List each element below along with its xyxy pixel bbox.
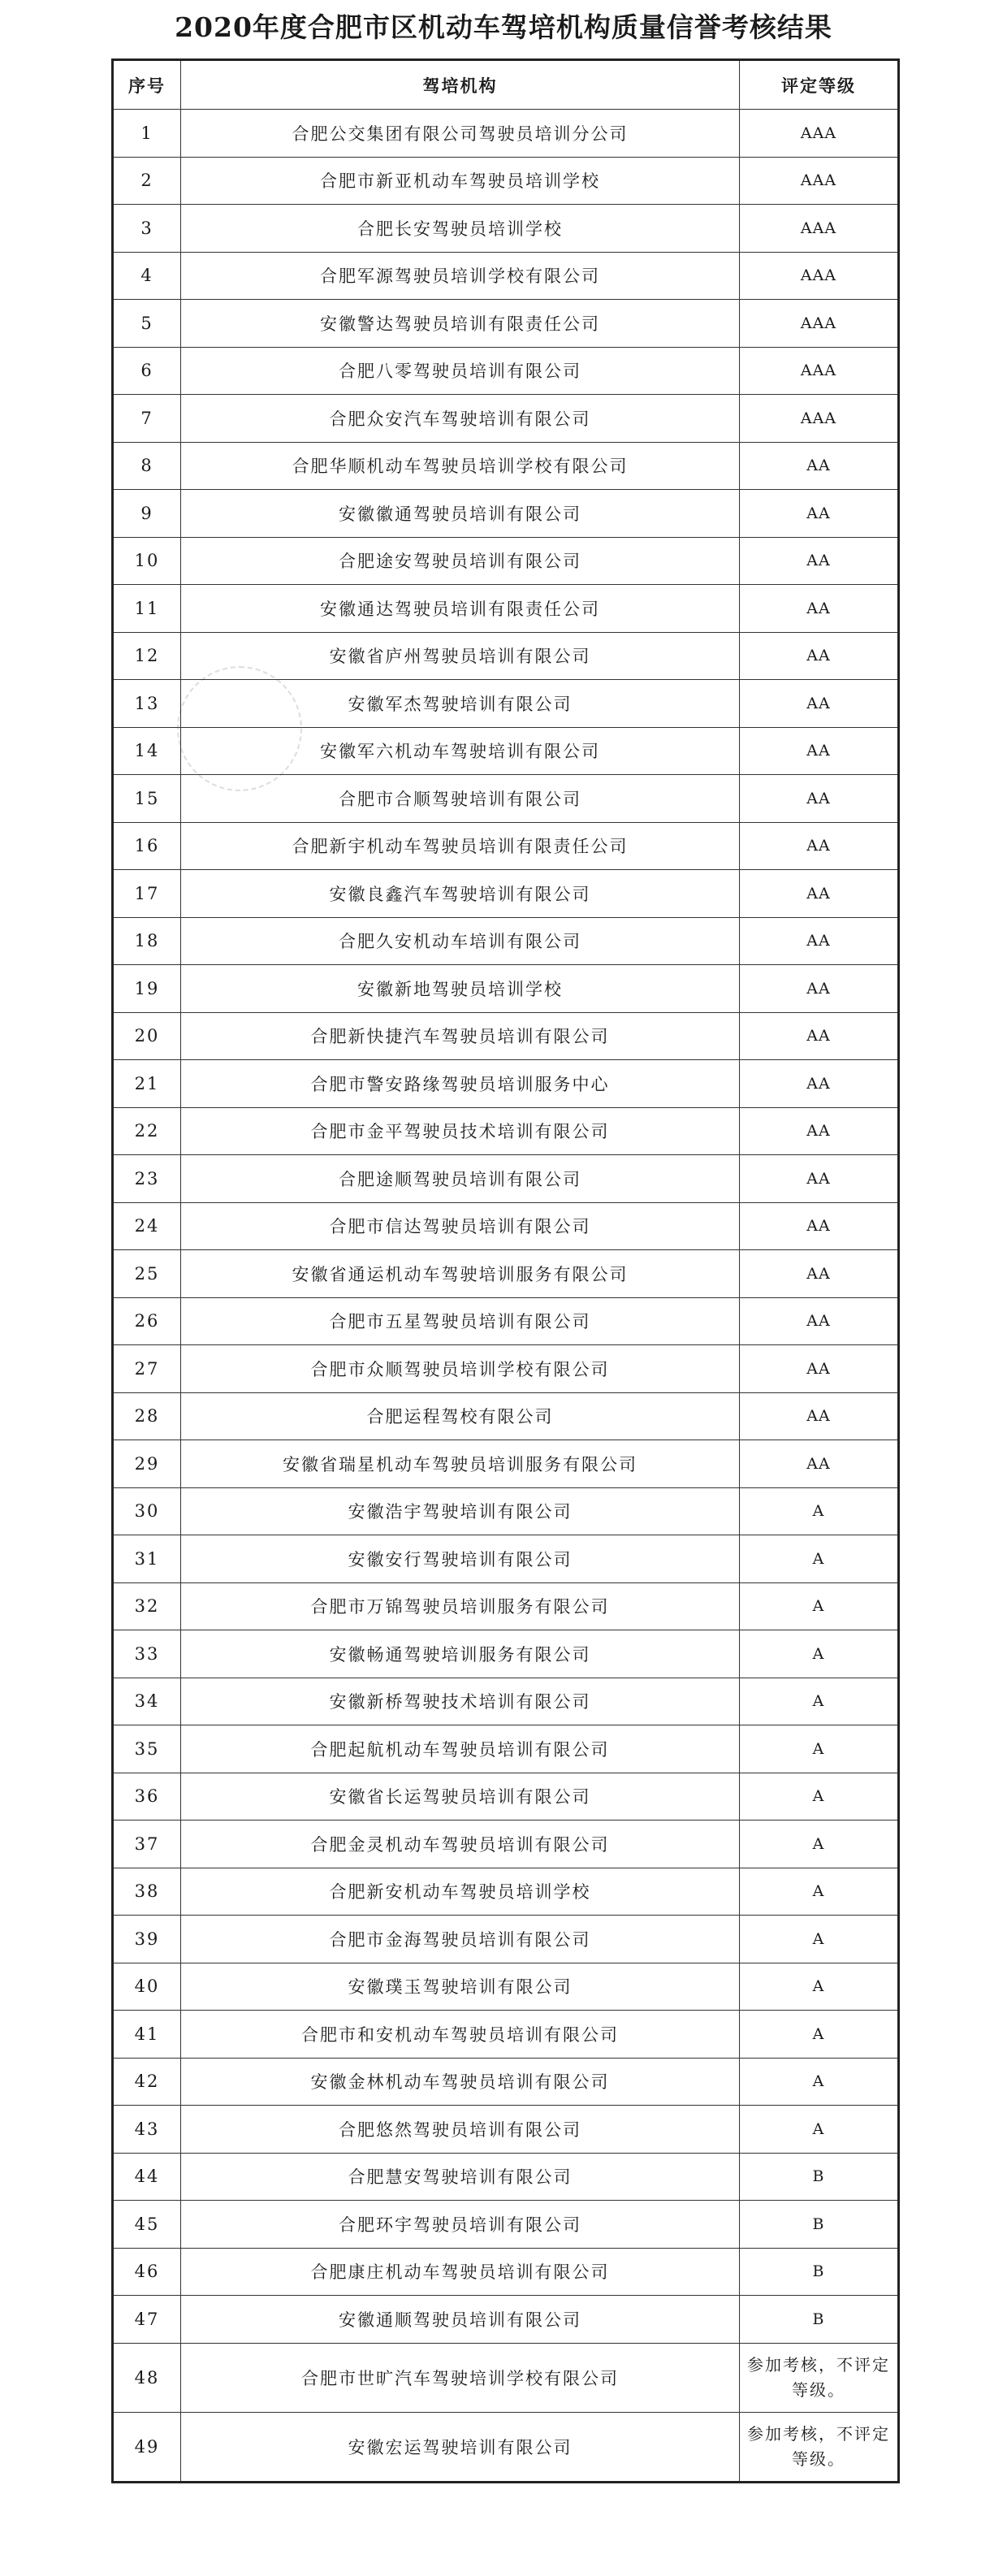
row-grade: AA bbox=[740, 775, 899, 823]
row-institution-name: 合肥市合顺驾驶培训有限公司 bbox=[181, 775, 740, 823]
row-institution-name: 合肥市金海驾驶员培训有限公司 bbox=[181, 1916, 740, 1963]
table-row bbox=[113, 2153, 899, 2201]
row-institution-name: 合肥市信达驾驶员培训有限公司 bbox=[181, 1202, 740, 1250]
table-row bbox=[113, 2343, 899, 2412]
row-institution-name: 合肥市和安机动车驾驶员培训有限公司 bbox=[181, 2011, 740, 2059]
row-seq: 4 bbox=[113, 252, 181, 300]
row-institution-name: 合肥华顺机动车驾驶员培训学校有限公司 bbox=[181, 442, 740, 490]
row-seq: 36 bbox=[113, 1773, 181, 1821]
row-institution-name: 安徽军杰驾驶培训有限公司 bbox=[181, 680, 740, 728]
row-seq: 13 bbox=[113, 680, 181, 728]
table-row bbox=[113, 727, 899, 775]
row-seq: 42 bbox=[113, 2058, 181, 2106]
row-seq: 1 bbox=[113, 110, 181, 158]
table-row bbox=[113, 1107, 899, 1155]
row-seq: 21 bbox=[113, 1060, 181, 1108]
row-seq: 25 bbox=[113, 1250, 181, 1298]
row-grade: AA bbox=[740, 1202, 899, 1250]
table-row bbox=[113, 1582, 899, 1630]
table-row bbox=[113, 917, 899, 965]
page-title: 2020年度合肥市区机动车驾培机构质量信誉考核结果 bbox=[175, 11, 832, 43]
row-grade: A bbox=[740, 2106, 899, 2154]
row-seq: 10 bbox=[113, 537, 181, 585]
row-grade: AA bbox=[740, 1060, 899, 1108]
table-row bbox=[113, 680, 899, 728]
row-seq: 18 bbox=[113, 917, 181, 965]
row-institution-name: 合肥军源驾驶员培训学校有限公司 bbox=[181, 252, 740, 300]
row-grade: A bbox=[740, 2058, 899, 2106]
table-row bbox=[113, 395, 899, 443]
table-row bbox=[113, 1345, 899, 1393]
row-seq: 9 bbox=[113, 490, 181, 538]
table-row bbox=[113, 1535, 899, 1583]
row-seq: 31 bbox=[113, 1535, 181, 1583]
row-institution-name: 合肥悠然驾驶员培训有限公司 bbox=[181, 2106, 740, 2154]
row-grade: AAA bbox=[740, 110, 899, 158]
row-institution-name: 合肥市警安路缘驾驶员培训服务中心 bbox=[181, 1060, 740, 1108]
row-institution-name: 合肥市新亚机动车驾驶员培训学校 bbox=[181, 157, 740, 205]
row-grade: A bbox=[740, 1821, 899, 1868]
row-grade: AA bbox=[740, 680, 899, 728]
table-row bbox=[113, 1678, 899, 1725]
row-seq: 20 bbox=[113, 1012, 181, 1060]
row-seq: 6 bbox=[113, 347, 181, 395]
row-institution-name: 合肥康庄机动车驾驶员培训有限公司 bbox=[181, 2248, 740, 2296]
table-row bbox=[113, 252, 899, 300]
row-seq: 35 bbox=[113, 1725, 181, 1773]
row-seq: 5 bbox=[113, 300, 181, 348]
row-institution-name: 合肥新快捷汽车驾驶员培训有限公司 bbox=[181, 1012, 740, 1060]
table-row bbox=[113, 1392, 899, 1440]
row-grade: 参加考核，不评定等级。 bbox=[740, 2412, 899, 2482]
table-row bbox=[113, 537, 899, 585]
row-grade: AA bbox=[740, 1297, 899, 1345]
row-grade: AAA bbox=[740, 157, 899, 205]
row-institution-name: 安徽璞玉驾驶培训有限公司 bbox=[181, 1963, 740, 2011]
table-header bbox=[113, 60, 899, 110]
row-institution-name: 合肥市金平驾驶员技术培训有限公司 bbox=[181, 1107, 740, 1155]
table-row bbox=[113, 965, 899, 1013]
table-row bbox=[113, 110, 899, 158]
row-seq: 26 bbox=[113, 1297, 181, 1345]
table-row bbox=[113, 822, 899, 870]
table-row bbox=[113, 2011, 899, 2059]
row-seq: 48 bbox=[113, 2343, 181, 2412]
row-seq: 33 bbox=[113, 1630, 181, 1678]
row-grade: AA bbox=[740, 490, 899, 538]
row-seq: 24 bbox=[113, 1202, 181, 1250]
header-row bbox=[113, 60, 899, 110]
table-row bbox=[113, 2248, 899, 2296]
table-row bbox=[113, 585, 899, 633]
row-seq: 19 bbox=[113, 965, 181, 1013]
row-grade: AA bbox=[740, 822, 899, 870]
row-grade: AA bbox=[740, 1155, 899, 1203]
row-grade: AA bbox=[740, 917, 899, 965]
row-grade: A bbox=[740, 1916, 899, 1963]
row-institution-name: 合肥途顺驾驶员培训有限公司 bbox=[181, 1155, 740, 1203]
row-institution-name: 安徽徽通驾驶员培训有限公司 bbox=[181, 490, 740, 538]
row-grade: AA bbox=[740, 965, 899, 1013]
row-grade: A bbox=[740, 1535, 899, 1583]
row-seq: 45 bbox=[113, 2201, 181, 2249]
row-seq: 47 bbox=[113, 2296, 181, 2344]
row-institution-name: 安徽通顺驾驶员培训有限公司 bbox=[181, 2296, 740, 2344]
row-seq: 43 bbox=[113, 2106, 181, 2154]
table-row bbox=[113, 1773, 899, 1821]
row-seq: 15 bbox=[113, 775, 181, 823]
row-grade: AA bbox=[740, 1250, 899, 1298]
row-grade: AA bbox=[740, 870, 899, 918]
row-seq: 28 bbox=[113, 1392, 181, 1440]
table-row bbox=[113, 2201, 899, 2249]
row-institution-name: 合肥众安汽车驾驶培训有限公司 bbox=[181, 395, 740, 443]
row-grade: AA bbox=[740, 585, 899, 633]
row-institution-name: 安徽良鑫汽车驾驶培训有限公司 bbox=[181, 870, 740, 918]
table-body bbox=[113, 110, 899, 2483]
row-institution-name: 安徽安行驾驶培训有限公司 bbox=[181, 1535, 740, 1583]
row-institution-name: 合肥八零驾驶员培训有限公司 bbox=[181, 347, 740, 395]
row-seq: 22 bbox=[113, 1107, 181, 1155]
table-row bbox=[113, 1250, 899, 1298]
row-seq: 38 bbox=[113, 1868, 181, 1916]
row-grade: B bbox=[740, 2153, 899, 2201]
row-institution-name: 安徽警达驾驶员培训有限责任公司 bbox=[181, 300, 740, 348]
row-grade: A bbox=[740, 1487, 899, 1535]
row-institution-name: 安徽金林机动车驾驶员培训有限公司 bbox=[181, 2058, 740, 2106]
row-grade: A bbox=[740, 1725, 899, 1773]
row-grade: AAA bbox=[740, 205, 899, 253]
row-institution-name: 合肥市万锦驾驶员培训服务有限公司 bbox=[181, 1582, 740, 1630]
row-grade: AA bbox=[740, 727, 899, 775]
table-row bbox=[113, 1725, 899, 1773]
table-row bbox=[113, 632, 899, 680]
row-seq: 2 bbox=[113, 157, 181, 205]
row-seq: 3 bbox=[113, 205, 181, 253]
row-seq: 14 bbox=[113, 727, 181, 775]
table-row bbox=[113, 1487, 899, 1535]
row-institution-name: 安徽军六机动车驾驶培训有限公司 bbox=[181, 727, 740, 775]
header-seq: 序号 bbox=[113, 60, 181, 110]
row-institution-name: 安徽省瑞星机动车驾驶员培训服务有限公司 bbox=[181, 1440, 740, 1488]
row-institution-name: 合肥新宇机动车驾驶员培训有限责任公司 bbox=[181, 822, 740, 870]
row-seq: 34 bbox=[113, 1678, 181, 1725]
table-row bbox=[113, 870, 899, 918]
row-institution-name: 安徽通达驾驶员培训有限责任公司 bbox=[181, 585, 740, 633]
row-institution-name: 合肥久安机动车培训有限公司 bbox=[181, 917, 740, 965]
table-row bbox=[113, 775, 899, 823]
row-grade: AA bbox=[740, 1440, 899, 1488]
row-seq: 29 bbox=[113, 1440, 181, 1488]
row-seq: 11 bbox=[113, 585, 181, 633]
table-row bbox=[113, 1630, 899, 1678]
row-grade: A bbox=[740, 1773, 899, 1821]
row-grade: AA bbox=[740, 442, 899, 490]
table-row bbox=[113, 2106, 899, 2154]
row-seq: 12 bbox=[113, 632, 181, 680]
row-institution-name: 安徽省长运驾驶员培训有限公司 bbox=[181, 1773, 740, 1821]
row-institution-name: 合肥慧安驾驶培训有限公司 bbox=[181, 2153, 740, 2201]
table-row bbox=[113, 2296, 899, 2344]
row-grade: A bbox=[740, 1582, 899, 1630]
row-seq: 27 bbox=[113, 1345, 181, 1393]
table-row bbox=[113, 2412, 899, 2482]
row-seq: 44 bbox=[113, 2153, 181, 2201]
table-row bbox=[113, 347, 899, 395]
row-seq: 46 bbox=[113, 2248, 181, 2296]
row-institution-name: 合肥市世旷汽车驾驶培训学校有限公司 bbox=[181, 2343, 740, 2412]
table-row bbox=[113, 1868, 899, 1916]
row-seq: 49 bbox=[113, 2412, 181, 2482]
table-row bbox=[113, 1297, 899, 1345]
row-grade: A bbox=[740, 1963, 899, 2011]
row-grade: AA bbox=[740, 1345, 899, 1393]
header-name: 驾培机构 bbox=[181, 60, 740, 110]
row-seq: 32 bbox=[113, 1582, 181, 1630]
row-institution-name: 安徽畅通驾驶培训服务有限公司 bbox=[181, 1630, 740, 1678]
row-seq: 41 bbox=[113, 2011, 181, 2059]
row-institution-name: 合肥长安驾驶员培训学校 bbox=[181, 205, 740, 253]
row-grade: AA bbox=[740, 632, 899, 680]
row-seq: 30 bbox=[113, 1487, 181, 1535]
row-grade: A bbox=[740, 1678, 899, 1725]
row-seq: 23 bbox=[113, 1155, 181, 1203]
table-row bbox=[113, 1012, 899, 1060]
row-institution-name: 合肥市五星驾驶员培训有限公司 bbox=[181, 1297, 740, 1345]
row-institution-name: 安徽新桥驾驶技术培训有限公司 bbox=[181, 1678, 740, 1725]
table-row bbox=[113, 205, 899, 253]
row-seq: 7 bbox=[113, 395, 181, 443]
row-grade: AAA bbox=[740, 347, 899, 395]
row-seq: 8 bbox=[113, 442, 181, 490]
row-grade: B bbox=[740, 2248, 899, 2296]
header-grade: 评定等级 bbox=[740, 60, 899, 110]
row-seq: 40 bbox=[113, 1963, 181, 2011]
row-institution-name: 安徽省庐州驾驶员培训有限公司 bbox=[181, 632, 740, 680]
table-row bbox=[113, 1440, 899, 1488]
row-seq: 39 bbox=[113, 1916, 181, 1963]
row-seq: 16 bbox=[113, 822, 181, 870]
row-grade: 参加考核，不评定等级。 bbox=[740, 2343, 899, 2412]
table-row bbox=[113, 157, 899, 205]
row-grade: AA bbox=[740, 537, 899, 585]
table-row bbox=[113, 1202, 899, 1250]
row-institution-name: 合肥途安驾驶员培训有限公司 bbox=[181, 537, 740, 585]
table-row bbox=[113, 1060, 899, 1108]
table-row bbox=[113, 1155, 899, 1203]
row-seq: 17 bbox=[113, 870, 181, 918]
row-grade: AAA bbox=[740, 395, 899, 443]
row-institution-name: 合肥起航机动车驾驶员培训有限公司 bbox=[181, 1725, 740, 1773]
row-grade: B bbox=[740, 2296, 899, 2344]
row-grade: A bbox=[740, 2011, 899, 2059]
results-table bbox=[111, 58, 900, 2483]
table-row bbox=[113, 1916, 899, 1963]
row-institution-name: 合肥市众顺驾驶员培训学校有限公司 bbox=[181, 1345, 740, 1393]
row-grade: A bbox=[740, 1868, 899, 1916]
row-grade: AAA bbox=[740, 300, 899, 348]
table-row bbox=[113, 490, 899, 538]
table-row bbox=[113, 442, 899, 490]
row-grade: AA bbox=[740, 1392, 899, 1440]
row-institution-name: 合肥公交集团有限公司驾驶员培训分公司 bbox=[181, 110, 740, 158]
table-row bbox=[113, 1963, 899, 2011]
row-institution-name: 安徽省通运机动车驾驶培训服务有限公司 bbox=[181, 1250, 740, 1298]
row-grade: A bbox=[740, 1630, 899, 1678]
row-grade: B bbox=[740, 2201, 899, 2249]
row-grade: AAA bbox=[740, 252, 899, 300]
row-institution-name: 安徽宏运驾驶培训有限公司 bbox=[181, 2412, 740, 2482]
row-institution-name: 合肥环宇驾驶员培训有限公司 bbox=[181, 2201, 740, 2249]
row-institution-name: 合肥新安机动车驾驶员培训学校 bbox=[181, 1868, 740, 1916]
table-row bbox=[113, 300, 899, 348]
row-grade: AA bbox=[740, 1012, 899, 1060]
row-institution-name: 安徽新地驾驶员培训学校 bbox=[181, 965, 740, 1013]
row-seq: 37 bbox=[113, 1821, 181, 1868]
row-institution-name: 合肥运程驾校有限公司 bbox=[181, 1392, 740, 1440]
table-row bbox=[113, 2058, 899, 2106]
table-row bbox=[113, 1821, 899, 1868]
row-grade: AA bbox=[740, 1107, 899, 1155]
row-institution-name: 安徽浩宇驾驶培训有限公司 bbox=[181, 1487, 740, 1535]
row-institution-name: 合肥金灵机动车驾驶员培训有限公司 bbox=[181, 1821, 740, 1868]
